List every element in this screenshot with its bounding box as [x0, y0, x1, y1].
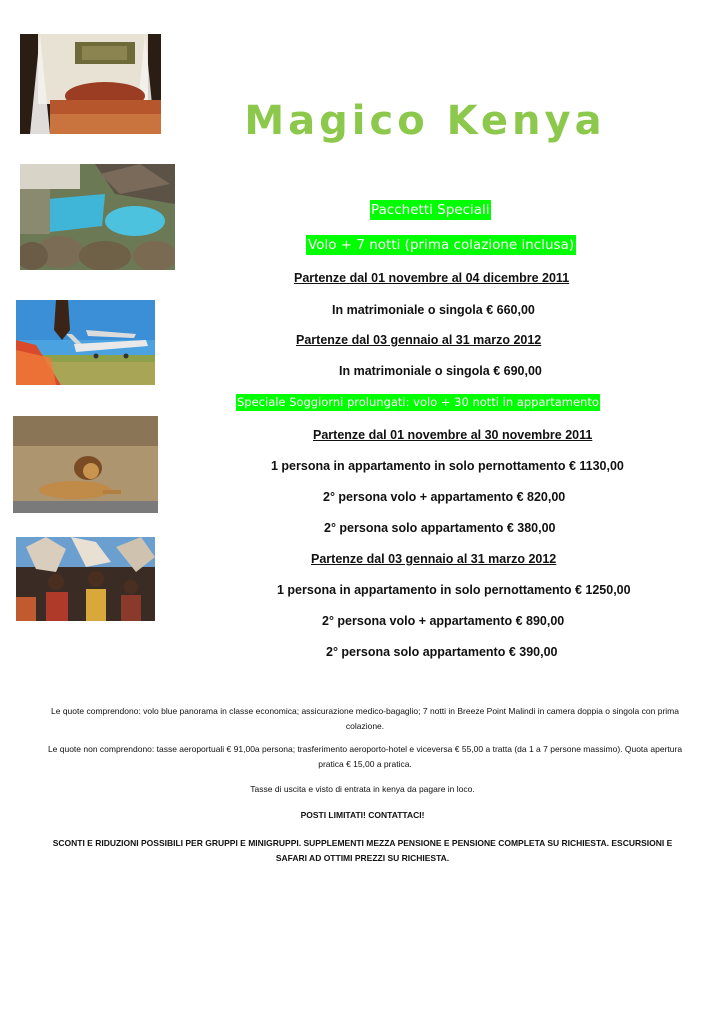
departure-period-2: Partenze dal 03 gennaio al 31 marzo 2012	[296, 333, 542, 347]
bedroom-photo	[20, 34, 161, 134]
price-line-4c: 2° persona solo appartamento € 390,00	[326, 645, 558, 659]
excludes-note: Le quote non comprendono: tasse aeroportuali € 91,00a persona; trasferimento aeroporto-hotel e viceversa € 55,00 a tratta (da 1 a 7 persone massimo). Quota apertura pratica € 15,00 a pratica.	[47, 744, 683, 769]
discounts-note: SCONTI E RIDUZIONI POSSIBILI PER GRUPPI E MINIGRUPPI. SUPPLEMENTI MEZZA PENSIONE E PENSIONE COMPLETA SU RICHIESTA. ESCURSIONI E SAFARI AD OTTIMI PREZZI SU RICHIESTA.	[52, 838, 673, 863]
extended-stays-heading: Speciale Soggiorni prolungati: volo + 30 notti in appartamento	[237, 395, 599, 409]
lion-photo	[13, 416, 158, 513]
tribal-dancers-photo	[16, 537, 155, 621]
price-line-4a: 1 persona in appartamento in solo pernottamento € 1250,00	[277, 583, 631, 597]
pool-photo	[20, 164, 175, 270]
departure-period-4: Partenze dal 03 gennaio al 31 marzo 2012	[311, 552, 557, 566]
price-line-3c: 2° persona solo appartamento € 380,00	[324, 521, 556, 535]
departure-period-1: Partenze dal 01 novembre al 04 dicembre 2011	[294, 271, 570, 285]
page-title: Magico Kenya	[244, 98, 606, 144]
price-line-2: In matrimoniale o singola € 690,00	[339, 364, 542, 378]
plane-photo	[16, 300, 155, 385]
departure-period-3: Partenze dal 01 novembre al 30 novembre 2011	[313, 428, 593, 442]
price-line-3a: 1 persona in appartamento in solo pernottamento € 1130,00	[271, 459, 624, 473]
flight-7-nights-heading: Volo + 7 notti (prima colazione inclusa)	[308, 237, 575, 253]
includes-note: Le quote comprendono: volo blue panorama in classe economica; assicurazione medico-bagaglio; 7 notti in Breeze Point Malindi in camera doppia o singola con prima colazione.	[51, 706, 679, 731]
special-packages-heading: Pacchetti Speciali	[371, 202, 490, 218]
price-line-1: In matrimoniale o singola € 660,00	[332, 303, 535, 317]
limited-places-note: POSTI LIMITATI! CONTATTACI!	[300, 810, 425, 820]
price-line-3b: 2° persona volo + appartamento € 820,00	[323, 490, 566, 504]
price-line-4b: 2° persona volo + appartamento € 890,00	[322, 614, 565, 628]
taxes-note: Tasse di uscita e visto di entrata in kenya da pagare in loco.	[250, 784, 475, 794]
